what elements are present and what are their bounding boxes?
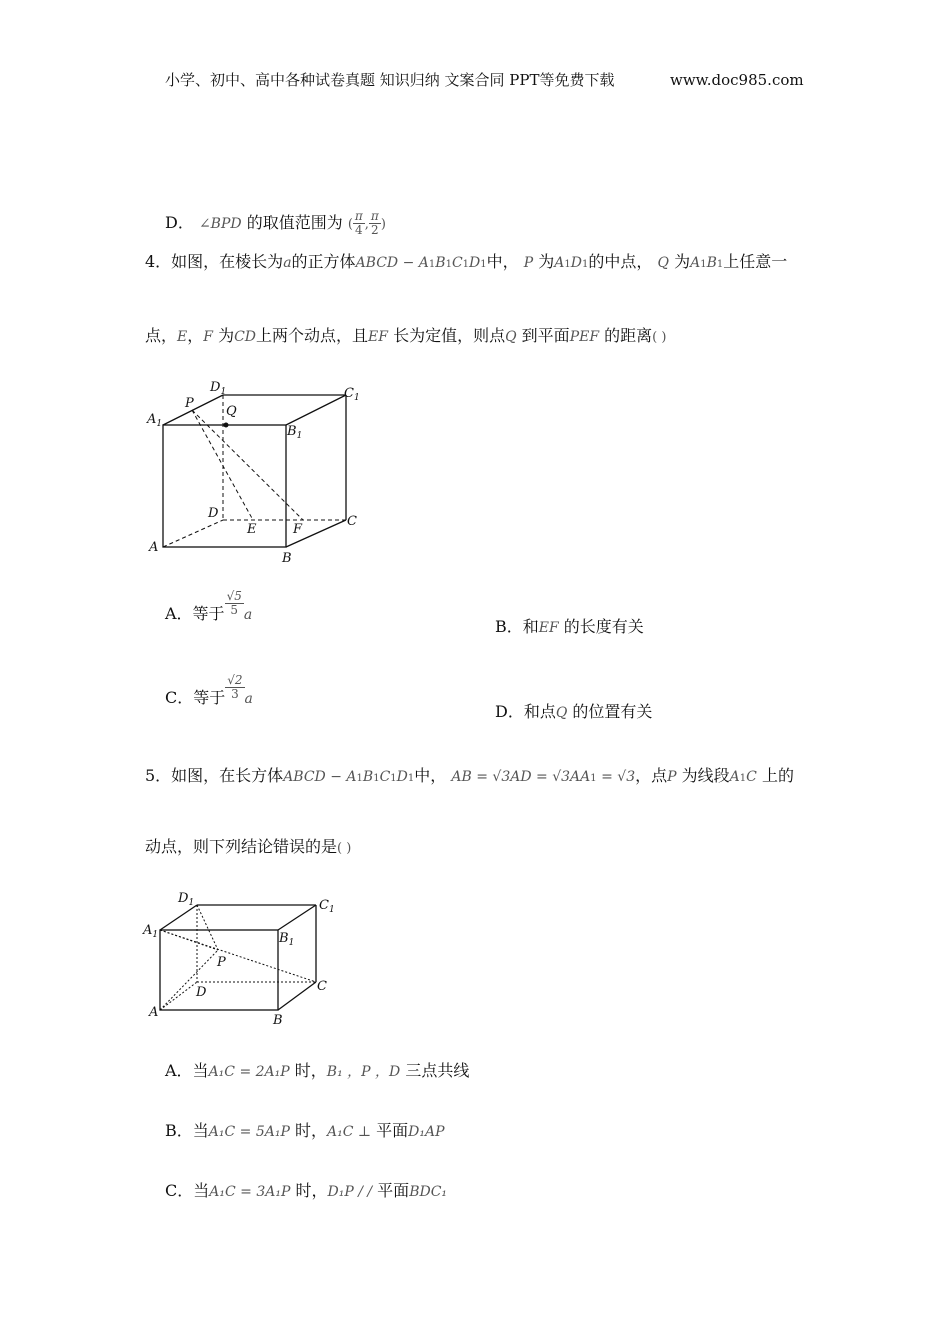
fig5-label-A: A <box>149 1005 159 1020</box>
fig4-label-A: A <box>149 540 159 555</box>
fig4-label-E: E <box>247 522 257 537</box>
fig5-label-D1: $D_1$ <box>178 891 195 908</box>
fig4-label-P: P <box>185 396 194 411</box>
fig4-label-C: C <box>347 514 357 529</box>
q5-stem-line1: 5．如图，在长方体ABCD − A1B1C1D1中， AB = √3AD = √3AA1 = √3，点P 为线段A1C 上的 <box>145 766 794 785</box>
q5-cuboid-figure <box>140 880 350 1030</box>
q4-option-d[interactable]: D．和点Q 的位置有关 <box>495 702 653 721</box>
q5-answer-blank[interactable]: ( ) <box>337 841 352 856</box>
fig5-label-B1: $B_1$ <box>279 931 295 948</box>
fig4-label-D1: $D_1$ <box>210 380 227 397</box>
fig4-label-B1: $B_1$ <box>287 424 303 441</box>
q5-option-a[interactable]: A．当A₁C = 2A₁P 时，B₁ ，P ，D 三点共线 <box>165 1061 470 1080</box>
fig4-label-A1: $A_1$ <box>147 412 163 429</box>
q4-stem-line2: 点，E，F 为CD上两个动点，且EF 长为定值，则点Q 到平面PEF 的距离( ) <box>145 326 667 345</box>
q4-option-c[interactable]: C．等于 $\frac{√2}{3}$ a <box>165 673 253 707</box>
fig4-label-F: F <box>293 522 303 537</box>
header-text: 小学、初中、高中各种试卷真题 知识归纳 文案合同 PPT等免费下载 <box>165 71 615 89</box>
q4-option-b[interactable]: B．和EF 的长度有关 <box>495 617 644 636</box>
q4-option-a[interactable]: A．等于 $\frac{√5}{5}$ a <box>165 589 253 623</box>
q3d-expr: ∠BPD <box>198 216 242 232</box>
fig4-label-D: D <box>208 506 219 521</box>
fig5-label-A1: $A_1$ <box>143 923 159 940</box>
q4-stem-line1: 4．如图，在棱长为a的正方体ABCD − A1B1C1D1中， P 为A1D1的中点， Q 为A1B1上任意一 <box>145 252 788 271</box>
header-url[interactable]: www.doc985.com <box>670 71 804 89</box>
fig5-label-D: D <box>196 985 207 1000</box>
q3d-sep: , <box>364 217 369 232</box>
q3d-label: D． <box>165 213 194 232</box>
q5-option-b[interactable]: B．当A₁C = 5A₁P 时，A₁C ⊥ 平面D₁AP <box>165 1121 445 1140</box>
fig4-label-Q: Q <box>226 404 237 419</box>
fig5-label-C: C <box>317 979 327 994</box>
q5-stem-line2: 动点，则下列结论错误的是( ) <box>145 837 352 856</box>
fig5-label-C1: $C_1$ <box>319 898 335 915</box>
q3d-text: 的取值范围为 <box>246 213 343 232</box>
q3d-frac-b: $\frac{\pi}{2}$ <box>370 209 379 237</box>
fig4-label-B: B <box>282 551 292 566</box>
q3d-open: ( <box>347 217 353 232</box>
q5-option-c[interactable]: C．当A₁C = 3A₁P 时，D₁P / / 平面BDC₁ <box>165 1181 448 1200</box>
q4-cube-figure <box>140 375 380 570</box>
fig5-label-P: P <box>217 955 226 970</box>
q4-answer-blank[interactable]: ( ) <box>652 330 667 345</box>
q3-option-d <box>165 210 386 237</box>
q3d-frac-a: $\frac{\pi}{4}$ <box>354 209 363 237</box>
fig5-label-B: B <box>273 1013 283 1028</box>
q3d-close: ) <box>380 217 386 232</box>
fig4-label-C1: $C_1$ <box>344 386 360 403</box>
